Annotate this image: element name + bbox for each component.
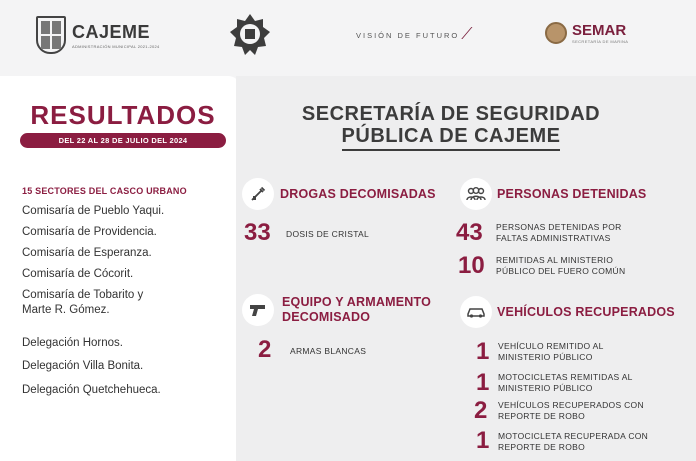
equipment-label: ARMAS BLANCAS — [290, 346, 367, 356]
vehicle-count: 1 — [476, 427, 490, 454]
vehicle-label-line2: MINISTERIO PÚBLICO — [498, 383, 593, 393]
vehicle-label-line1: MOTOCICLETAS REMITIDAS AL — [498, 372, 633, 382]
vehicle-count: 1 — [476, 338, 490, 365]
place-item: Delegación Villa Bonita. — [22, 360, 144, 372]
semar-name: SEMAR — [572, 22, 627, 39]
results-title: RESULTADOS — [30, 100, 216, 130]
page-title-line2: PÚBLICA DE CAJEME — [342, 125, 561, 151]
place-item: Delegación Hornos. — [22, 337, 124, 349]
semar-logo — [545, 22, 628, 44]
page-title — [276, 103, 626, 151]
vehicle-count: 2 — [474, 397, 488, 424]
pistol-icon — [242, 294, 274, 326]
place-item: Comisaría de Providencia. — [22, 226, 157, 238]
header-bar — [0, 0, 696, 78]
vehicle-label-line1: VEHÍCULO REMITIDO AL — [498, 341, 604, 351]
drugs-count: 33 — [244, 219, 271, 246]
syringe-icon — [242, 178, 274, 210]
vehicle-label-line1: VEHÍCULOS RECUPERADOS CON — [498, 400, 644, 410]
referred-count: 10 — [458, 252, 485, 279]
vehicle-count: 1 — [476, 369, 490, 396]
sectors-heading: 15 SECTORES DEL CASCO URBANO — [22, 186, 187, 196]
place-item: Comisaría de Pueblo Yaqui. — [22, 205, 165, 217]
detained-count: 43 — [456, 219, 483, 246]
place-item: Comisaría de Cócorit. — [22, 268, 134, 280]
swoosh-icon: ⟋ — [461, 26, 475, 43]
detained-title: PERSONAS DETENIDAS — [497, 187, 647, 201]
equipment-count: 2 — [258, 336, 272, 363]
place-item: Delegación Quetchehueca. — [22, 384, 161, 396]
detained-label-line1: PERSONAS DETENIDAS POR — [496, 222, 622, 232]
vehicle-label-line2: REPORTE DE ROBO — [498, 442, 585, 452]
semar-seal-icon — [545, 22, 567, 44]
police-badge-icon — [228, 12, 272, 58]
referred-label-line1: REMITIDAS AL MINISTERIO — [496, 255, 614, 265]
drugs-title: DROGAS DECOMISADAS — [280, 187, 436, 201]
drugs-label: DOSIS DE CRISTAL — [286, 229, 370, 239]
cajeme-logo — [36, 16, 160, 54]
vision-logo — [356, 26, 474, 44]
place-item: Comisaría de Esperanza. — [22, 247, 152, 259]
equipment-title-line1: EQUIPO Y ARMAMENTO — [282, 295, 431, 309]
vision-text: VISIÓN DE FUTURO — [356, 30, 460, 40]
cajeme-shield-icon — [36, 16, 66, 54]
detained-label-line2: FALTAS ADMINISTRATIVAS — [496, 233, 611, 243]
date-range-badge: DEL 22 AL 28 DE JULIO DEL 2024 — [20, 133, 226, 148]
car-icon — [460, 296, 492, 328]
equipment-title-line2: DECOMISADO — [282, 310, 371, 324]
semar-subtitle: SECRETARÍA DE MARINA — [572, 39, 629, 44]
page-title-line1: SECRETARÍA DE SEGURIDAD — [301, 103, 601, 125]
referred-label-line2: PÚBLICO DEL FUERO COMÚN — [496, 266, 626, 276]
cajeme-subtitle: ADMINISTRACIÓN MUNICIPAL 2021-2024 — [72, 43, 160, 49]
vehicle-label-line2: MINISTERIO PÚBLICO — [498, 352, 593, 362]
vehicle-label-line1: MOTOCICLETA RECUPERADA CON — [498, 431, 649, 441]
place-item: Comisaría de Tobarito y — [22, 289, 144, 301]
people-icon — [460, 178, 492, 210]
vehicle-label-line2: REPORTE DE ROBO — [498, 411, 585, 421]
place-item: Marte R. Gómez. — [22, 304, 110, 316]
cajeme-name: CAJEME — [72, 21, 151, 42]
vehicles-title: VEHÍCULOS RECUPERADOS — [497, 305, 675, 319]
